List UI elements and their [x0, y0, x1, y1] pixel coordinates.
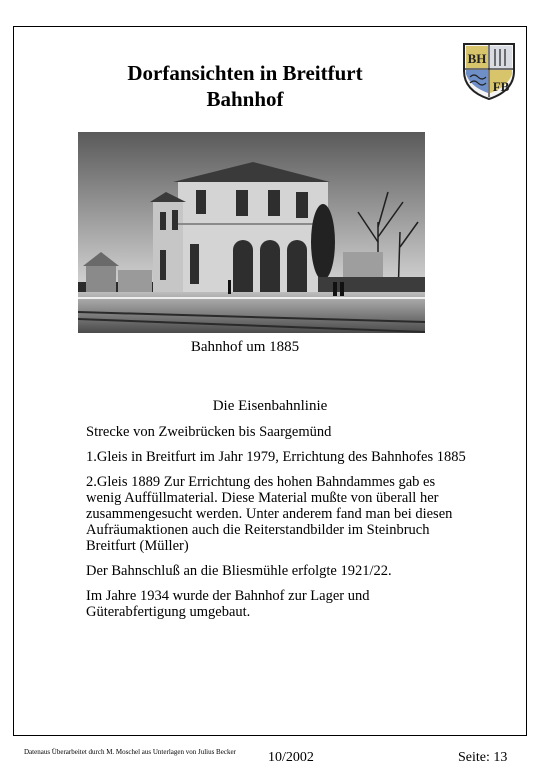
crest-monogram-right: FB — [492, 79, 510, 94]
paragraph-track-1: 1.Gleis in Breitfurt im Jahr 1979, Errichtung des Bahnhofes 1885 — [86, 449, 466, 465]
paragraph-track-2: 2.Gleis 1889 Zur Errichtung des hohen Bahndammes gab es wenig Auffüllmaterial. Diese Material mußte von überall her zusammengesucht werden. Unter anderem fand man bei diesen Aufräumaktionen auch die Reiterstandbilder im Steinbruch Breitfurt (Müller) — [86, 474, 453, 554]
paragraph-1934: Im Jahre 1934 wurde der Bahnhof zur Lager und Güterabfertigung umgebaut. — [86, 588, 370, 620]
crest-monogram-left: BH — [467, 51, 487, 66]
paragraph-route: Strecke von Zweibrücken bis Saargemünd — [86, 424, 332, 440]
section-heading: Die Eisenbahnlinie — [212, 398, 328, 414]
paragraph-bliesmuehle: Der Bahnschluß an die Bliesmühle erfolgte 1921/22. — [86, 563, 392, 579]
page-title — [60, 60, 430, 112]
photo-caption: Bahnhof um 1885 — [190, 339, 300, 355]
page-number: Seite: 13 — [458, 750, 508, 765]
coat-of-arms-icon — [461, 41, 517, 101]
article-body — [86, 424, 466, 629]
footer-credit: Datenaus Überarbeitet durch M. Moschel aus Unterlagen von Julius Becker — [24, 748, 236, 756]
title-line-2: Bahnhof — [206, 87, 284, 111]
footer-date: 10/2002 — [268, 750, 314, 765]
station-photo — [78, 132, 425, 333]
title-line-1: Dorfansichten in Breitfurt — [127, 61, 363, 85]
